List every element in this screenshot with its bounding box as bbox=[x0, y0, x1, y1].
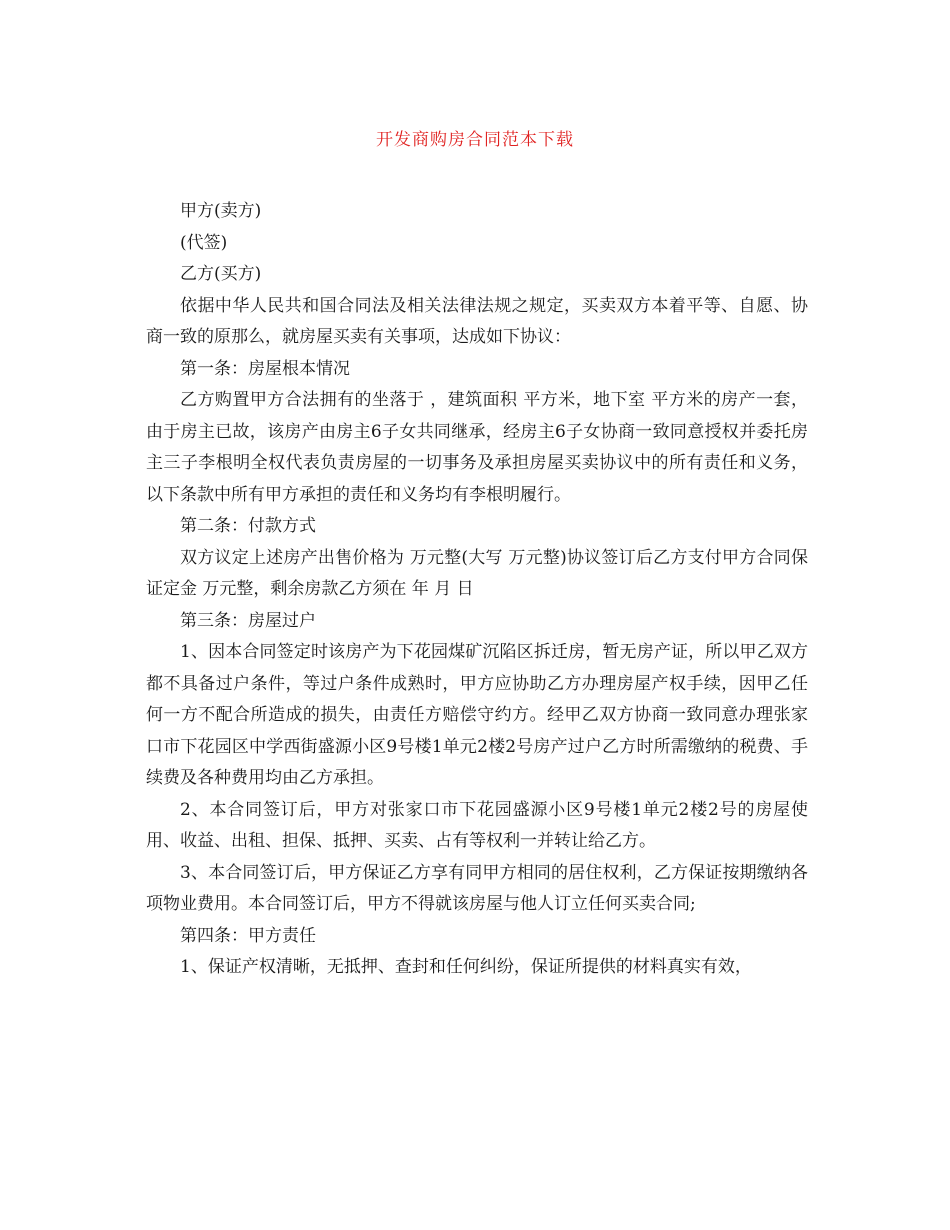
article-1-paragraph: 乙方购置甲方合法拥有的坐落于 ，建筑面积 平方米，地下室 平方米的房产一套，由于房主已故，该房产由房主6子女共同继承，经房主6子女协商一致同意授权并委托房主三子李根明全权代表负责房屋的一切事务及承担房屋买卖协议中的所有责任和义务，以下条款中所有甲方承担的责任和义务均有李根明履行。 bbox=[146, 390, 808, 505]
document-title: 开发商购房合同范本下载 bbox=[376, 130, 574, 150]
article-4-heading: 第四条：甲方责任 bbox=[180, 925, 316, 946]
party-a-line: 甲方(卖方) bbox=[180, 201, 262, 221]
article-3-clause-1: 1、因本合同签定时该房产为下花园煤矿沉陷区拆迁房，暂无房产证，所以甲乙双方都不具备过户条件，等过户条件成熟时，甲方应协助乙方办理房屋产权手续，因甲乙任何一方不配合所造成的损失，由责任方赔偿守约方。经甲乙双方协商一致同意办理张家口市下花园区中学西街盛源小区9号楼1单元2楼2号房产过户乙方时所需缴纳的税费、手续费及各种费用均由乙方承担。 bbox=[146, 642, 808, 788]
article-2-paragraph: 双方议定上述房产出售价格为 万元整(大写 万元整)协议签订后乙方支付甲方合同保证定金 万元整，剩余房款乙方须在 年 月 日 bbox=[146, 547, 808, 599]
article-4-clause-1: 1、保证产权清晰，无抵押、查封和任何纠纷，保证所提供的材料真实有效， bbox=[180, 957, 752, 977]
article-2-heading: 第二条：付款方式 bbox=[180, 516, 316, 536]
article-3-clause-2: 2、本合同签订后，甲方对张家口市下花园盛源小区9号楼1单元2楼2号的房屋使用、收益、出租、担保、抵押、买卖、占有等权利一并转让给乙方。 bbox=[146, 799, 809, 851]
article-3-heading: 第三条：房屋过户 bbox=[180, 610, 316, 631]
article-3-clause-3: 3、本合同签订后，甲方保证乙方享有同甲方相同的居住权利，乙方保证按期缴纳各项物业费用。本合同签订后，甲方不得就该房屋与他人订立任何买卖合同; bbox=[146, 862, 808, 914]
party-b-line: 乙方(买方) bbox=[180, 264, 262, 284]
preamble-paragraph: 依据中华人民共和国合同法及相关法律法规之规定，买卖双方本着平等、自愿、协商一致的原那么，就房屋买卖有关事项，达成如下协议： bbox=[146, 295, 808, 347]
article-1-heading: 第一条：房屋根本情况 bbox=[180, 358, 350, 379]
document-body bbox=[146, 196, 808, 984]
proxy-line: (代签) bbox=[180, 232, 228, 253]
